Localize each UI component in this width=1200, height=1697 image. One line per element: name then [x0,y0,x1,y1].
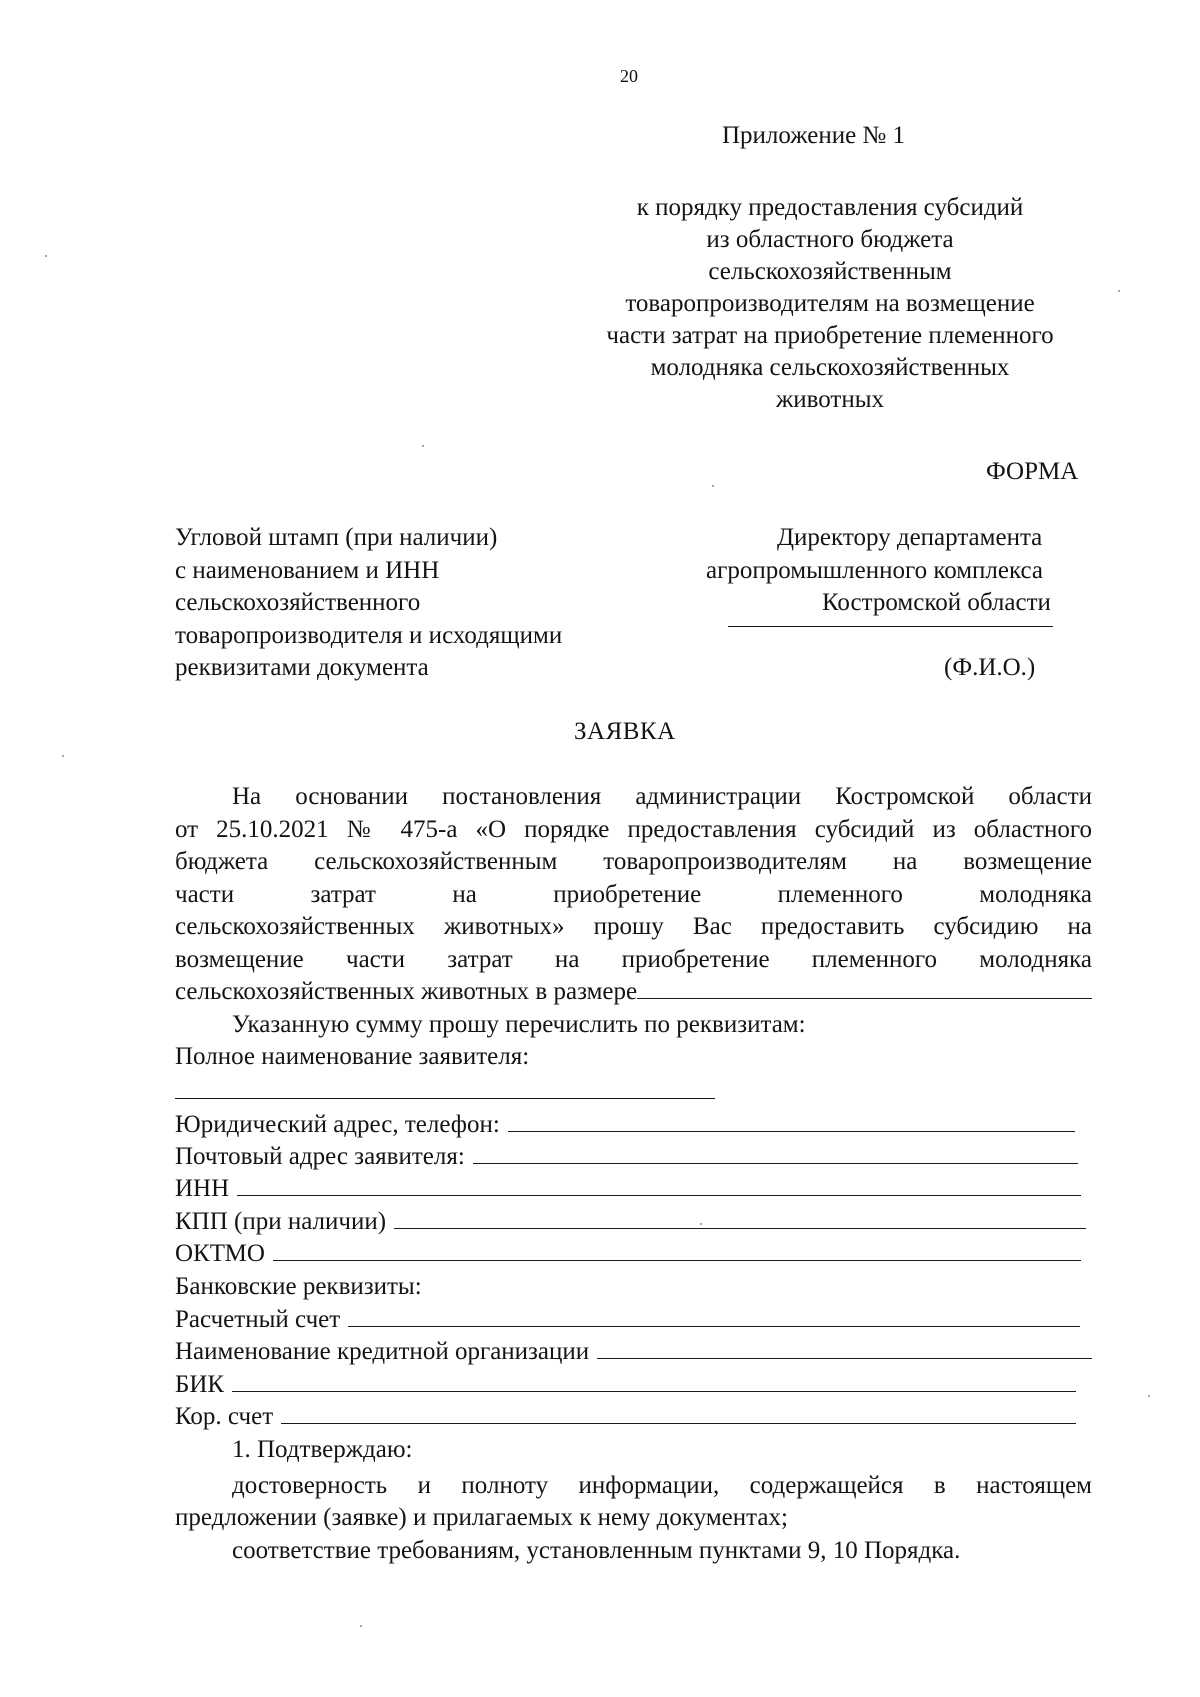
kpp-label: КПП (при наличии) [175,1208,387,1235]
postal-address-line[interactable] [473,1141,1078,1164]
stamp-line: товаропроизводителя и исходящими [175,621,563,649]
bank-name-line[interactable] [597,1336,1092,1359]
bik-row [175,1369,1076,1401]
form-label: ФОРМА [986,458,1079,485]
appendix-line: к порядку предоставления субсидий [636,194,1024,221]
oktmo-row [175,1238,1081,1270]
inn-label: ИНН [175,1175,230,1202]
scan-speck [360,1625,362,1627]
confirmation-item-line: соответствие требованиям, установленным пунктами 9, 10 Порядка. [232,1537,961,1564]
scan-speck [62,755,64,757]
legal-address-label: Юридический адрес, телефон: [175,1111,500,1138]
appendix-line: сельскохозяйственным [708,258,952,285]
inn-line[interactable] [237,1173,1081,1196]
corr-account-line[interactable] [281,1401,1076,1424]
scan-speck [712,485,714,487]
scan-speck [1148,1395,1150,1397]
legal-address-row [175,1109,1075,1141]
transfer-line: Указанную сумму прошу перечислить по реквизитам: [232,1011,806,1038]
paragraph-line: возмещение части затрат на приобретение племенного молодняка [175,946,1092,973]
oktmo-label: ОКТМО [175,1240,265,1267]
bank-details-label: Банковские реквизиты: [175,1273,422,1300]
bank-name-row [175,1336,1092,1368]
confirmation-heading: 1. Подтверждаю: [232,1436,413,1463]
scan-speck [700,1223,702,1225]
postal-address-row [175,1141,1078,1173]
stamp-line: с наименованием и ИНН [175,556,440,584]
addressee-line: агропромышленного комплекса [706,557,1044,584]
addressee-line: Костромской области [822,589,1051,616]
fio-label: (Ф.И.О.) [944,654,1036,681]
appendix-line: из областного бюджета [706,226,954,253]
stamp-line: сельскохозяйственного [175,589,421,616]
amount-input-line[interactable] [637,976,1092,999]
scan-speck [1118,290,1120,292]
oktmo-line[interactable] [273,1238,1081,1261]
bank-name-label: Наименование кредитной организации [175,1338,590,1365]
corner-stamp-block [175,522,562,685]
postal-address-label: Почтовый адрес заявителя: [175,1143,465,1170]
corr-account-row [175,1401,1076,1433]
amount-label: сельскохозяйственных животных в размере [175,978,638,1005]
legal-address-line[interactable] [508,1109,1075,1132]
addressee-name-line [728,626,1053,627]
appendix-title: Приложение № 1 [722,122,906,149]
confirmation-item-line: предложении (заявке) и прилагаемых к нему документах; [175,1504,788,1531]
appendix-line: части затрат на приобретение племенного [606,322,1054,349]
paragraph-line: части затрат на приобретение племенного молодняка [175,881,1092,908]
subsidy-amount-row [175,976,1092,1008]
paragraph-line: бюджета сельскохозяйственным товаропроизводителям на возмещение [175,848,1092,875]
appendix-line: животных [775,386,885,413]
corr-account-label: Кор. счет [175,1403,274,1430]
account-label: Расчетный счет [175,1306,341,1333]
paragraph-line: от 25.10.2021 № 475-а «О порядке предоставления субсидий из областного [175,816,1092,843]
stamp-line: Угловой штамп (при наличии) [175,524,498,551]
bik-line[interactable] [232,1369,1076,1392]
paragraph-line: сельскохозяйственных животных» прошу Вас предоставить субсидию на [175,913,1092,940]
account-line[interactable] [348,1304,1080,1327]
applicant-name-line[interactable] [175,1098,715,1099]
account-row [175,1304,1080,1336]
confirmation-item-line: достоверность и полноту информации, содержащейся в настоящем [232,1472,1092,1499]
page-number: 20 [620,66,638,86]
scan-speck [422,445,424,447]
stamp-line: реквизитами документа [175,654,429,681]
kpp-row [175,1206,1086,1238]
addressee-line: Директору департамента [777,524,1043,551]
document-title: ЗАЯВКА [574,718,676,745]
bik-label: БИК [175,1371,225,1398]
appendix-reference [560,192,1100,416]
scan-speck [45,255,47,257]
appendix-line: товаропроизводителям на возмещение [625,290,1035,317]
kpp-line[interactable] [394,1206,1086,1229]
appendix-line: молодняка сельскохозяйственных [650,354,1010,381]
applicant-name-label: Полное наименование заявителя: [175,1043,530,1070]
inn-row [175,1173,1081,1205]
paragraph-line: На основании постановления администрации Костромской области [232,783,1092,810]
